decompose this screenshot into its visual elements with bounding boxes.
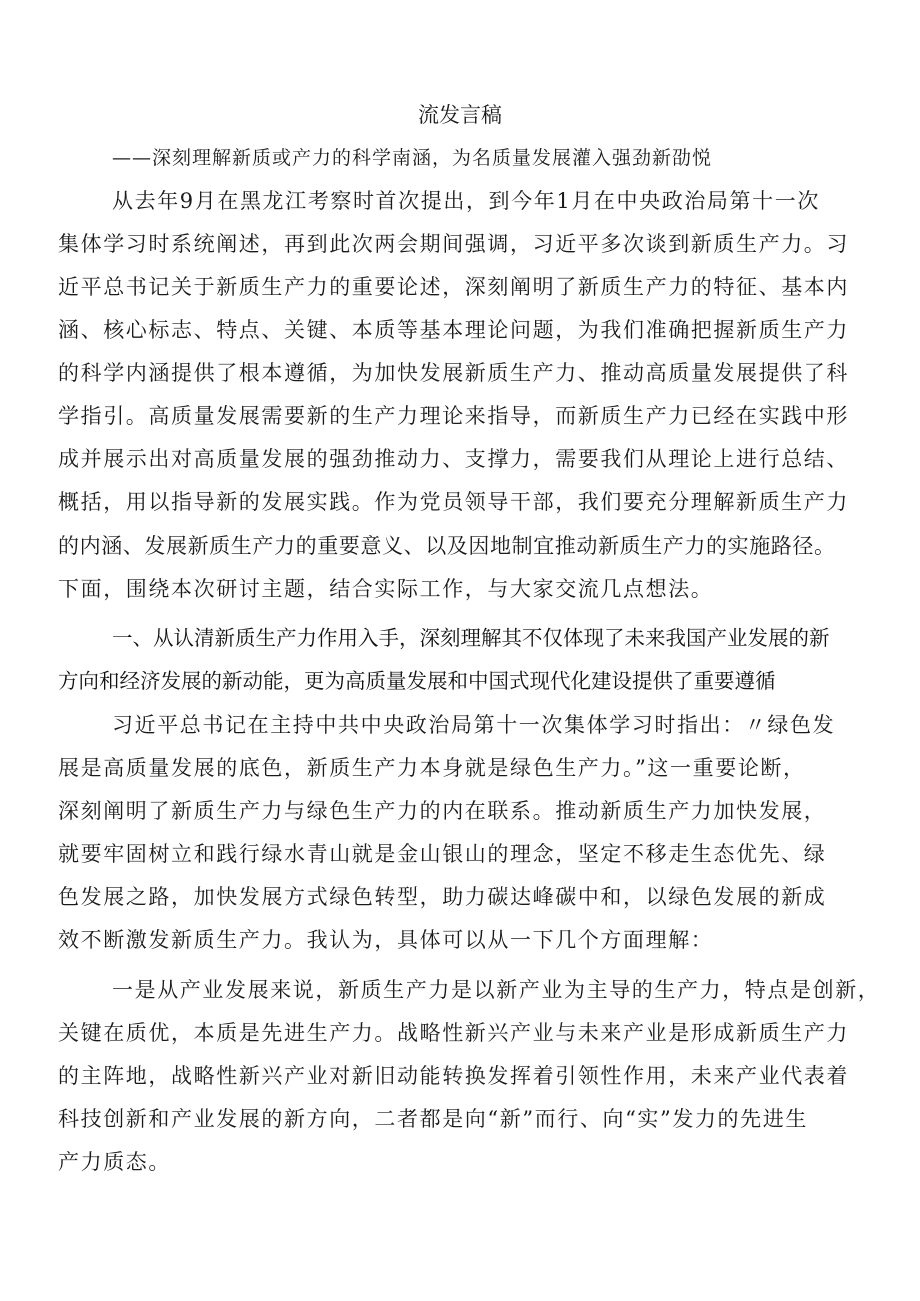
para3-line-2: 关键在质优，本质是先进生产力。战略性新兴产业与未来产业是形成新质生产力: [58, 1021, 849, 1045]
section-heading-line-1: 一、从认清新质生产力作用入手，深刻理解其不仅体现了未来我国产业发展的新: [112, 626, 830, 650]
para1-line-10: 下面，围绕本次研讨主题，结合实际工作，与大家交流几点想法。: [58, 577, 714, 601]
para2-line-5: 色发展之路，加快发展方式绿色转型，助力碳达峰碳中和，以绿色发展的新成: [58, 885, 827, 909]
para2-line-2: 展是高质量发展的底色，新质生产力本身就是绿色生产力。”这一重要论断，: [58, 756, 806, 780]
para2-line-3: 深刻阐明了新质生产力与绿色生产力的内在联系。推动新质生产力加快发展，: [58, 799, 827, 823]
para2-line-1: 习近平总书记在主持中共中央政治局第十一次集体学习时指出：〃绿色发: [112, 713, 836, 737]
para1-line-4: 涵、核心标志、特点、关键、本质等基本理论问题，为我们准确把握新质生产力: [58, 318, 849, 342]
para3-line-5: 产力质态。: [58, 1150, 171, 1174]
para3-line-4: 科技创新和产业发展的新方向，二者都是向“新”而行、向“实”发力的先进生: [58, 1107, 808, 1131]
para1-line-7: 成并展示出对高质量发展的强劲推动力、支撑力，需要我们从理论上进行总结、: [58, 447, 849, 471]
para1-line-5: 的科学内涵提供了根本遵循，为加快发展新质生产力、推动高质量发展提供了科: [58, 361, 849, 385]
para1-line-1: 从去年9月在黑龙江考察时首次提出，到今年1月在中央政治局第十一次: [112, 189, 820, 213]
section-heading-line-2: 方向和经济发展的新动能，更为高质量发展和中国式现代化建设提供了重要遵循: [58, 669, 776, 693]
para1-line-3: 近平总书记关于新质生产力的重要论述，深刻阐明了新质生产力的特征、基本内: [58, 275, 849, 299]
para2-line-4: 就要牢固树立和践行绿水青山就是金山银山的理念，坚定不移走生态优先、绿: [58, 842, 827, 866]
document-subtitle: ——深刻理解新质或产力的科学南涵，为名质量发展灌入强劲新劭悦: [112, 147, 713, 169]
para3-line-3: 的主阵地，战略性新兴产业对新旧动能转换发挥着引领性作用，未来产业代表着: [58, 1064, 849, 1088]
document-title: 流发言稿: [418, 103, 502, 127]
para3-line-1: 一是从产业发展来说，新质生产力是以新产业为主导的生产力，特点是创新，: [112, 978, 881, 1002]
para1-line-8: 概括，用以指导新的发展实践。作为党员领导干部，我们要充分理解新质生产力: [58, 490, 849, 514]
para1-line-9: 的内涵、发展新质生产力的重要意义、以及因地制宜推动新质生产力的实施路径。: [58, 534, 836, 558]
para1-line-6: 学指引。高质量发展需要新的生产力理论来指导，而新质生产力已经在实践中形: [58, 404, 849, 428]
para1-line-2: 集体学习时系统阐述，再到此次两会期间强调，习近平多次谈到新质生产力。习: [58, 232, 849, 256]
para2-line-6: 效不断激发新质生产力。我认为，具体可以从一下几个方面理解：: [58, 928, 714, 952]
